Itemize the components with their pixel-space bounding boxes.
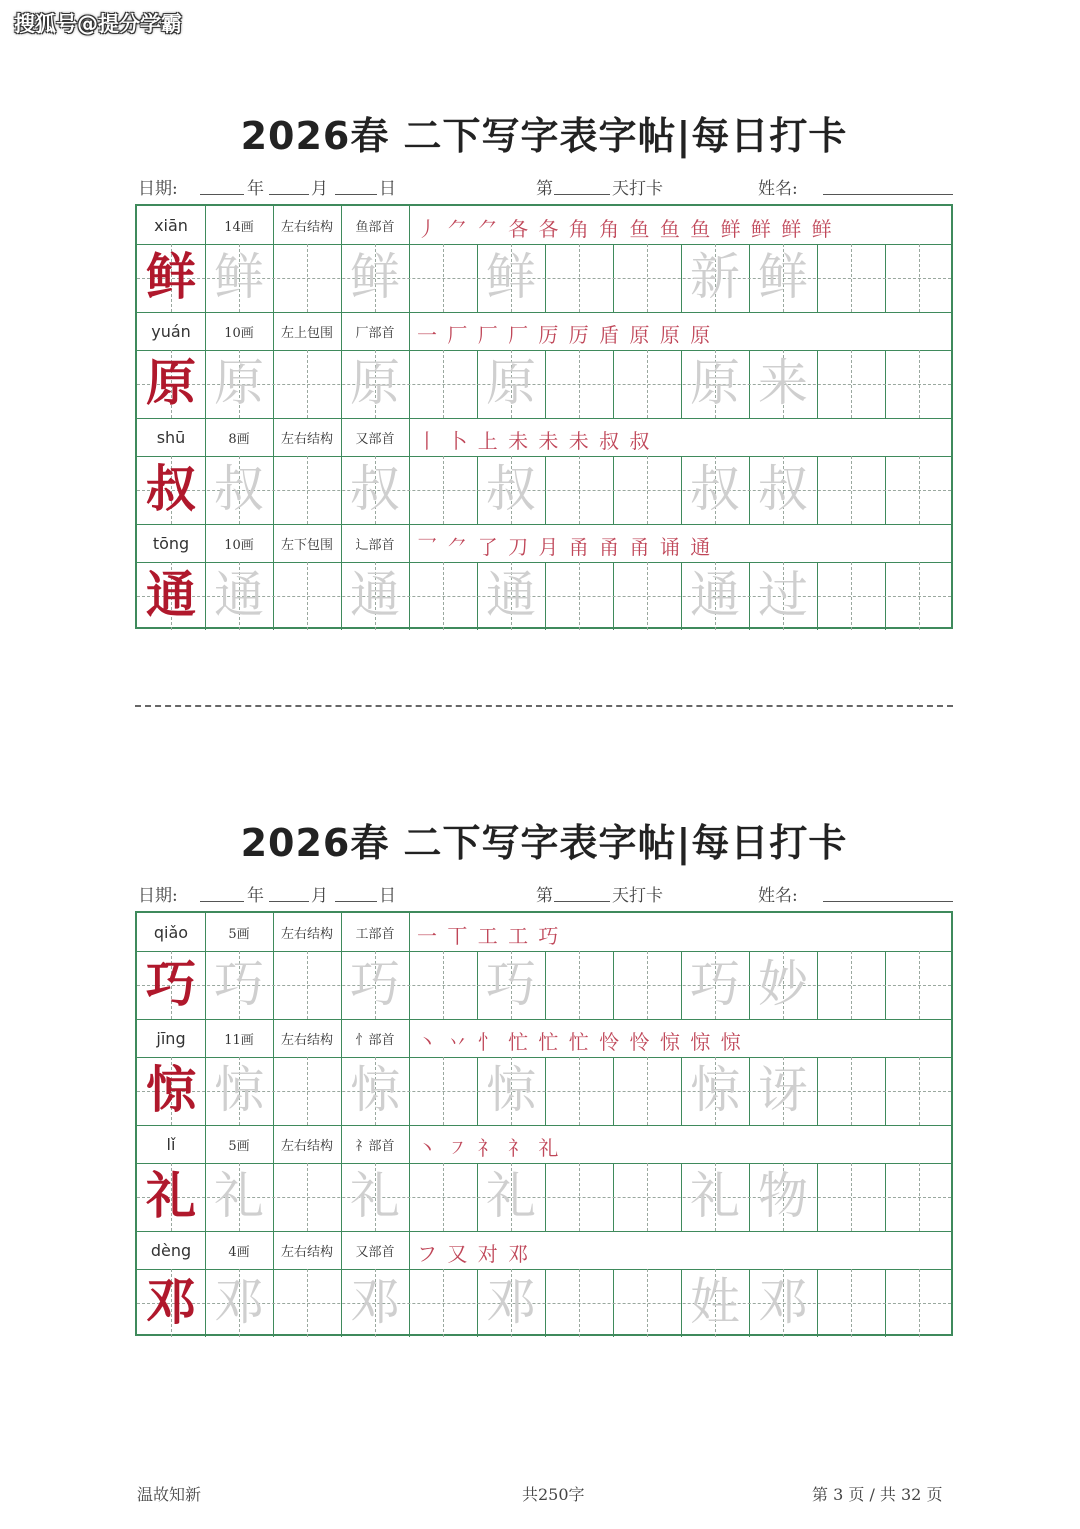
month-field[interactable] <box>269 194 309 195</box>
footer-page-number: 第 3 页 / 共 32 页 <box>812 1485 943 1504</box>
writing-cell[interactable] <box>545 951 613 1019</box>
writing-cell[interactable] <box>749 1057 817 1125</box>
practice-grid <box>135 204 953 629</box>
writing-cell[interactable] <box>681 951 749 1019</box>
writing-cell[interactable] <box>409 456 477 524</box>
info-col-divider <box>409 913 410 951</box>
writing-cell[interactable] <box>613 456 681 524</box>
row-divider <box>137 418 951 419</box>
writing-cell[interactable] <box>341 350 409 418</box>
writing-cell[interactable] <box>341 1269 409 1337</box>
model-character: 巧 <box>146 954 196 1013</box>
structure-cell: 左右结构 <box>280 1245 333 1260</box>
radical-cell: 又部首 <box>355 1245 395 1260</box>
date-label: 日期: <box>138 179 178 199</box>
stroke-order: フ 又 对 邓 <box>417 1242 531 1266</box>
writing-cell[interactable] <box>477 1269 545 1337</box>
writing-cell[interactable] <box>817 350 885 418</box>
trace-character: 原 <box>486 354 536 412</box>
info-line <box>135 877 953 905</box>
radical-cell: 厂部首 <box>355 326 395 341</box>
checkin-day-field[interactable] <box>554 901 610 902</box>
writing-cell[interactable] <box>885 951 953 1019</box>
writing-cell[interactable] <box>341 1163 409 1231</box>
info-col-divider <box>409 1125 410 1163</box>
word-character: 鲜 <box>758 248 808 306</box>
stroke-count-cell: 8画 <box>228 432 250 447</box>
year-label: 年 <box>247 886 264 906</box>
trace-character: 礼 <box>350 1167 400 1225</box>
month-field[interactable] <box>269 901 309 902</box>
writing-cell[interactable] <box>341 951 409 1019</box>
writing-cell[interactable] <box>205 951 273 1019</box>
stroke-order: 一 丅 工 工 巧 <box>417 924 561 948</box>
sheet-title: 2026春 二下写字表字帖|每日打卡 <box>240 821 848 865</box>
checkin-suffix: 天打卡 <box>612 886 663 906</box>
stroke-count-cell: 4画 <box>228 1245 250 1260</box>
radical-cell: 又部首 <box>355 432 395 447</box>
footer-center: 共250字 <box>522 1485 585 1504</box>
sheet-separator <box>135 705 953 707</box>
practice-sheet <box>135 108 953 629</box>
word-character: 原 <box>690 354 740 412</box>
stroke-count-cell: 5画 <box>228 1139 250 1154</box>
info-col-divider <box>409 1231 410 1269</box>
writing-cell[interactable] <box>749 1163 817 1231</box>
writing-cell[interactable] <box>477 951 545 1019</box>
word-character: 妙 <box>758 955 808 1013</box>
trace-character: 原 <box>350 354 400 412</box>
writing-cell[interactable] <box>409 951 477 1019</box>
writing-cell[interactable] <box>477 456 545 524</box>
word-character: 讶 <box>758 1061 808 1119</box>
trace-character: 通 <box>486 566 536 624</box>
day-label: 日 <box>379 179 396 199</box>
radical-cell: 忄部首 <box>355 1033 395 1048</box>
writing-cell[interactable] <box>477 562 545 630</box>
writing-cell[interactable] <box>205 1269 273 1337</box>
word-character: 邓 <box>758 1273 808 1331</box>
pinyin-cell: yuán <box>151 322 191 341</box>
writing-cell[interactable] <box>409 1269 477 1337</box>
word-character: 姓 <box>690 1273 740 1331</box>
model-character: 通 <box>146 565 196 624</box>
year-label: 年 <box>247 179 264 199</box>
word-character: 惊 <box>690 1061 740 1119</box>
writing-cell[interactable] <box>749 1269 817 1337</box>
trace-character: 礼 <box>214 1167 264 1225</box>
radical-cell: 礻部首 <box>355 1139 395 1154</box>
writing-cell[interactable] <box>409 562 477 630</box>
writing-cell[interactable] <box>205 244 273 312</box>
pinyin-cell: dèng <box>150 1241 192 1260</box>
year-field[interactable] <box>200 901 244 902</box>
structure-cell: 左右结构 <box>280 1139 333 1154</box>
row-divider <box>137 1125 951 1126</box>
month-label: 月 <box>311 886 328 906</box>
stroke-count-cell: 14画 <box>224 220 254 235</box>
structure-cell: 左下包围 <box>280 538 333 553</box>
writing-cell[interactable] <box>681 1269 749 1337</box>
structure-cell: 左右结构 <box>280 1033 333 1048</box>
writing-cell[interactable] <box>749 456 817 524</box>
trace-character: 巧 <box>350 955 400 1013</box>
stroke-order: 乛 ⺈ 了 刀 月 甬 甬 甬 诵 通 <box>417 535 713 559</box>
writing-cell[interactable] <box>885 456 953 524</box>
model-character: 惊 <box>146 1060 196 1119</box>
writing-cell[interactable] <box>273 951 341 1019</box>
writing-cell[interactable] <box>205 1057 273 1125</box>
writing-cell[interactable] <box>749 951 817 1019</box>
info-col-divider <box>409 524 410 562</box>
writing-cell[interactable] <box>885 562 953 630</box>
row-divider <box>137 1019 951 1020</box>
writing-cell[interactable] <box>613 1163 681 1231</box>
writing-cell[interactable] <box>613 350 681 418</box>
word-character: 礼 <box>690 1167 740 1225</box>
stroke-count-cell: 11画 <box>224 1033 254 1048</box>
writing-cell[interactable] <box>273 350 341 418</box>
writing-cell[interactable] <box>817 1269 885 1337</box>
pinyin-cell: xiān <box>154 216 188 235</box>
trace-character: 惊 <box>486 1061 536 1119</box>
footer-left: 温故知新 <box>137 1485 202 1504</box>
trace-character: 鲜 <box>214 248 264 306</box>
trace-character: 鲜 <box>350 248 400 306</box>
writing-cell[interactable] <box>681 562 749 630</box>
writing-cell[interactable] <box>205 562 273 630</box>
trace-character: 礼 <box>486 1167 536 1225</box>
row-divider <box>137 312 951 313</box>
trace-character: 通 <box>350 566 400 624</box>
writing-cell[interactable] <box>613 562 681 630</box>
stroke-order: 丶 ㇇ 礻 礻 礼 <box>417 1136 561 1160</box>
structure-cell: 左右结构 <box>280 432 333 447</box>
writing-cell[interactable] <box>817 1057 885 1125</box>
info-line <box>135 170 953 198</box>
trace-character: 叔 <box>350 460 400 518</box>
name-field[interactable] <box>823 194 953 195</box>
row-divider <box>137 1231 951 1232</box>
model-character: 邓 <box>146 1272 196 1331</box>
stroke-order: 丶 丷 忄 忙 忙 忙 怜 怜 惊 惊 惊 <box>417 1030 743 1054</box>
radical-cell: 工部首 <box>355 927 395 942</box>
pinyin-cell: qiǎo <box>153 923 189 942</box>
checkin-prefix: 第 <box>536 179 553 199</box>
word-character: 通 <box>690 566 740 624</box>
writing-cell[interactable] <box>885 244 953 312</box>
word-character: 物 <box>758 1167 808 1225</box>
writing-cell[interactable] <box>545 350 613 418</box>
word-character: 叔 <box>758 460 808 518</box>
writing-cell[interactable] <box>817 244 885 312</box>
writing-cell[interactable] <box>273 456 341 524</box>
writing-cell[interactable] <box>545 244 613 312</box>
model-character: 礼 <box>146 1166 196 1225</box>
writing-cell[interactable] <box>613 244 681 312</box>
writing-cell[interactable] <box>341 456 409 524</box>
word-character: 新 <box>690 248 740 306</box>
trace-character: 叔 <box>214 460 264 518</box>
structure-cell: 左上包围 <box>280 326 333 341</box>
day-field[interactable] <box>335 901 377 902</box>
practice-grid <box>135 911 953 1336</box>
practice-sheet <box>135 815 953 1336</box>
writing-cell[interactable] <box>477 1057 545 1125</box>
checkin-day-field[interactable] <box>554 194 610 195</box>
day-label: 日 <box>379 886 396 906</box>
writing-cell[interactable] <box>681 456 749 524</box>
structure-cell: 左右结构 <box>280 220 333 235</box>
info-col-divider <box>409 206 410 244</box>
model-character: 鲜 <box>146 247 196 306</box>
pinyin-cell: jīng <box>156 1029 186 1048</box>
writing-cell[interactable] <box>613 1057 681 1125</box>
model-character: 叔 <box>146 459 196 518</box>
writing-cell[interactable] <box>817 456 885 524</box>
writing-cell[interactable] <box>817 562 885 630</box>
trace-character: 惊 <box>214 1061 264 1119</box>
day-field[interactable] <box>335 194 377 195</box>
writing-cell[interactable] <box>885 350 953 418</box>
writing-cell[interactable] <box>681 1057 749 1125</box>
writing-cell[interactable] <box>681 244 749 312</box>
trace-character: 巧 <box>214 955 264 1013</box>
stroke-order: 丿 ⺈ ⺈ 各 各 角 角 鱼 鱼 鱼 鲜 鲜 鲜 鲜 <box>417 217 834 241</box>
writing-cell[interactable] <box>477 244 545 312</box>
row-divider <box>137 524 951 525</box>
writing-cell[interactable] <box>749 244 817 312</box>
date-label: 日期: <box>138 886 178 906</box>
writing-cell[interactable] <box>409 1163 477 1231</box>
trace-character: 巧 <box>486 955 536 1013</box>
writing-cell[interactable] <box>273 1163 341 1231</box>
word-character: 巧 <box>690 955 740 1013</box>
sheet-title: 2026春 二下写字表字帖|每日打卡 <box>240 114 848 158</box>
info-col-divider <box>409 418 410 456</box>
writing-cell[interactable] <box>817 951 885 1019</box>
name-field[interactable] <box>823 901 953 902</box>
stroke-count-cell: 10画 <box>224 538 254 553</box>
writing-cell[interactable] <box>817 1163 885 1231</box>
writing-cell[interactable] <box>545 1163 613 1231</box>
writing-cell[interactable] <box>749 350 817 418</box>
writing-cell[interactable] <box>477 350 545 418</box>
writing-cell[interactable] <box>341 1057 409 1125</box>
writing-cell[interactable] <box>409 1057 477 1125</box>
writing-cell[interactable] <box>205 1163 273 1231</box>
pinyin-cell: shū <box>156 428 186 447</box>
writing-cell[interactable] <box>545 1269 613 1337</box>
trace-character: 通 <box>214 566 264 624</box>
writing-cell[interactable] <box>341 562 409 630</box>
writing-cell[interactable] <box>885 1163 953 1231</box>
year-field[interactable] <box>200 194 244 195</box>
info-col-divider <box>409 1019 410 1057</box>
month-label: 月 <box>311 179 328 199</box>
structure-cell: 左右结构 <box>280 927 333 942</box>
writing-cell[interactable] <box>885 1269 953 1337</box>
trace-character: 叔 <box>486 460 536 518</box>
writing-cell[interactable] <box>545 1057 613 1125</box>
radical-cell: 鱼部首 <box>355 220 395 235</box>
trace-character: 惊 <box>350 1061 400 1119</box>
writing-cell[interactable] <box>205 456 273 524</box>
word-character: 来 <box>758 354 808 412</box>
checkin-suffix: 天打卡 <box>612 179 663 199</box>
stroke-count-cell: 5画 <box>228 927 250 942</box>
writing-cell[interactable] <box>749 562 817 630</box>
writing-cell[interactable] <box>545 456 613 524</box>
writing-cell[interactable] <box>409 350 477 418</box>
name-label: 姓名: <box>758 886 798 906</box>
checkin-prefix: 第 <box>536 886 553 906</box>
writing-cell[interactable] <box>273 1057 341 1125</box>
writing-cell[interactable] <box>273 1269 341 1337</box>
trace-character: 邓 <box>350 1273 400 1331</box>
info-col-divider <box>409 312 410 350</box>
trace-character: 邓 <box>214 1273 264 1331</box>
radical-cell: 辶部首 <box>355 538 395 553</box>
writing-cell[interactable] <box>681 1163 749 1231</box>
writing-cell[interactable] <box>477 1163 545 1231</box>
writing-cell[interactable] <box>545 562 613 630</box>
pinyin-cell: lǐ <box>166 1135 176 1154</box>
writing-cell[interactable] <box>205 350 273 418</box>
writing-cell[interactable] <box>885 1057 953 1125</box>
writing-cell[interactable] <box>273 244 341 312</box>
pinyin-cell: tōng <box>152 534 190 553</box>
writing-cell[interactable] <box>613 1269 681 1337</box>
stroke-order: 一 厂 厂 厂 厉 厉 盾 原 原 原 <box>417 323 713 347</box>
trace-character: 鲜 <box>486 248 536 306</box>
model-character: 原 <box>146 353 196 412</box>
writing-cell[interactable] <box>341 244 409 312</box>
writing-cell[interactable] <box>613 951 681 1019</box>
stroke-count-cell: 10画 <box>224 326 254 341</box>
writing-cell[interactable] <box>273 562 341 630</box>
stroke-order: 丨 卜 上 未 未 未 叔 叔 <box>417 429 652 453</box>
name-label: 姓名: <box>758 179 798 199</box>
trace-character: 邓 <box>486 1273 536 1331</box>
watermark: 搜狐号@提分学霸 <box>14 12 182 36</box>
writing-cell[interactable] <box>409 244 477 312</box>
writing-cell[interactable] <box>681 350 749 418</box>
word-character: 叔 <box>690 460 740 518</box>
word-character: 过 <box>758 566 808 624</box>
trace-character: 原 <box>214 354 264 412</box>
